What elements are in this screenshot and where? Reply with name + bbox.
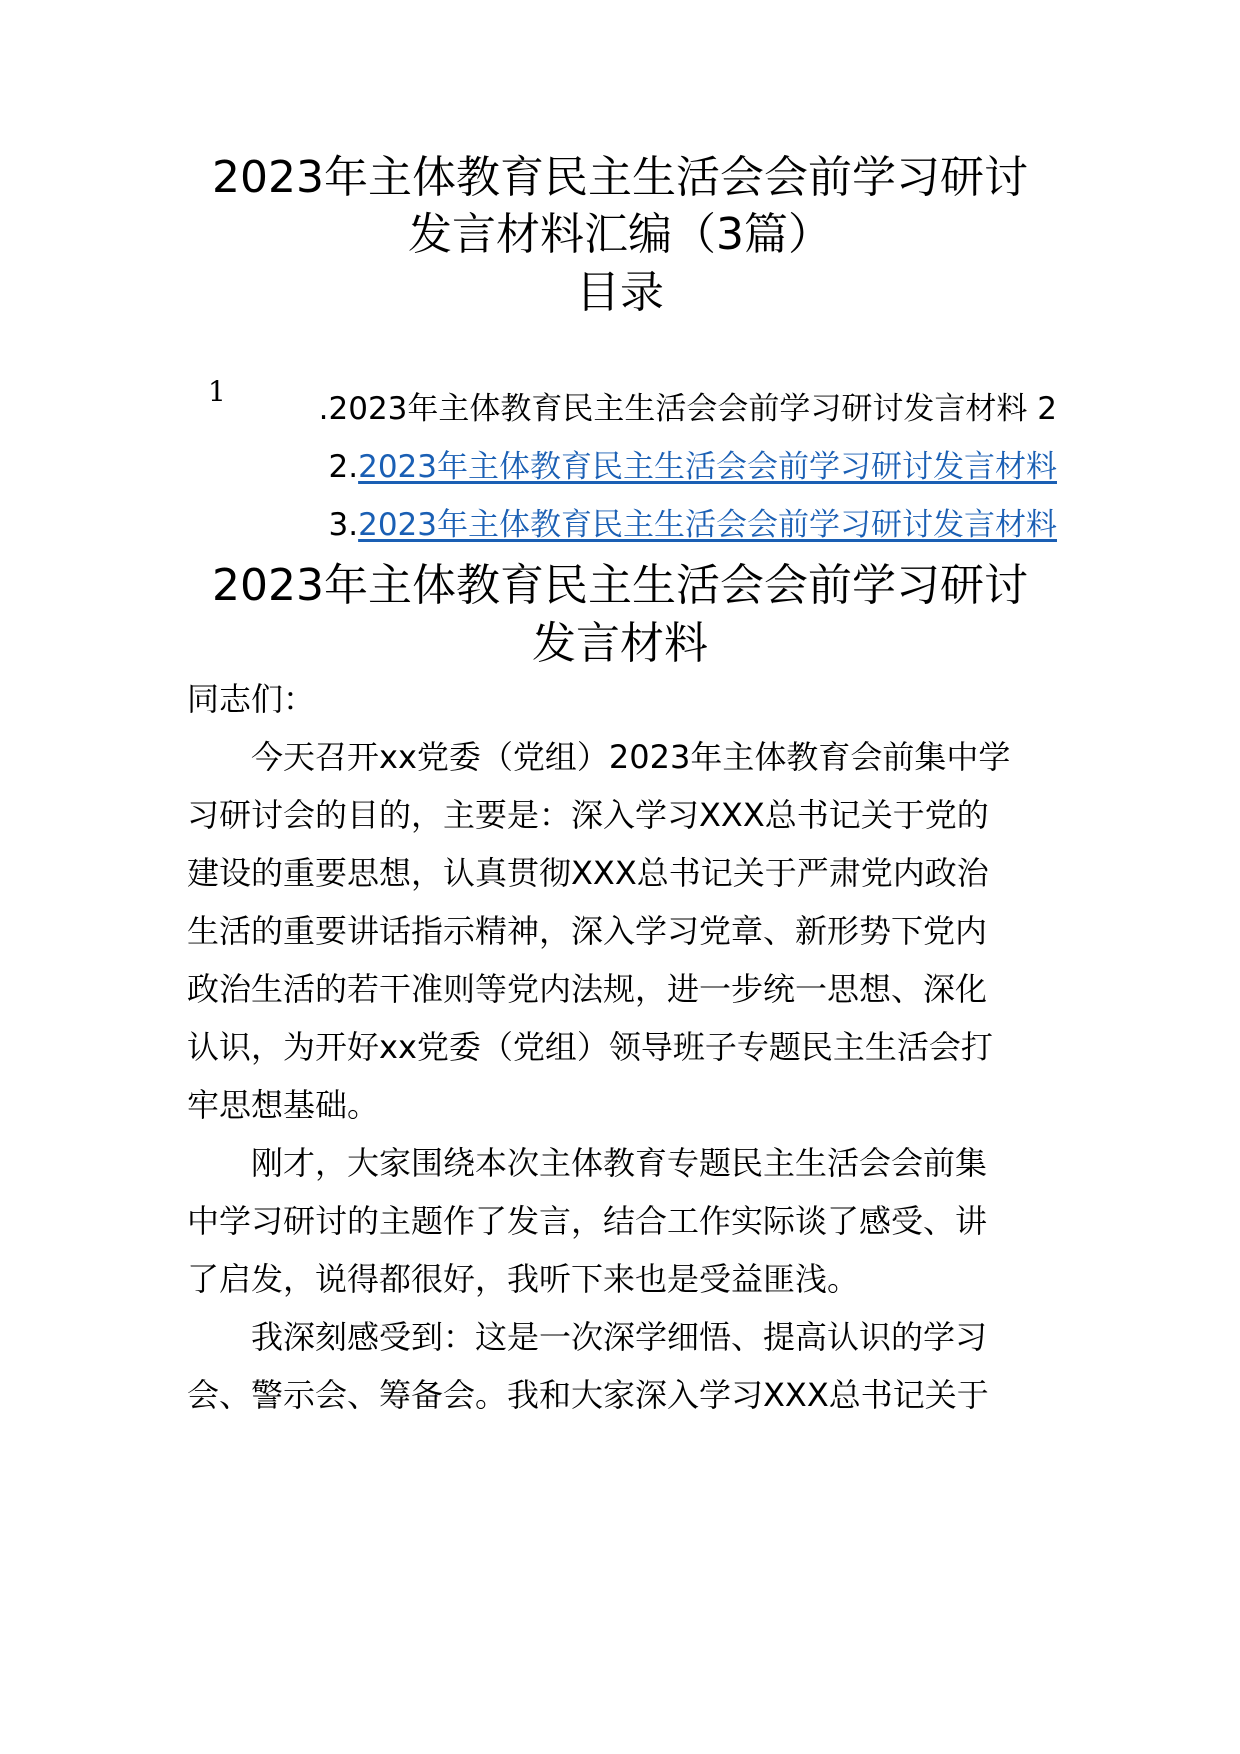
paragraph-2-line: 刚才，大家围绕本次主体教育专题民主生活会会前集 (251, 1144, 988, 1182)
document-title-line-2: 发言材料汇编（3篇） (408, 209, 832, 260)
paragraph-1-line: 牢思想基础。 (187, 1086, 380, 1124)
toc-item-2-link[interactable]: 2023年主体教育民主生活会会前学习研讨发言材料 (358, 449, 1057, 485)
toc-item-1-text: 2023年主体教育民主生活会会前学习研讨发言材料 (328, 391, 1028, 427)
document-title-line-1: 2023年主体教育民主生活会会前学习研讨 (212, 152, 1028, 203)
salutation: 同志们： (187, 680, 316, 718)
toc-item-2[interactable] (329, 445, 1057, 489)
paragraph-1-line: 政治生活的若干准则等党内法规，进一步统一思想、深化 (187, 970, 988, 1008)
toc-item-3[interactable] (329, 503, 1057, 547)
toc-heading: 目录 (576, 267, 664, 318)
toc-item-1[interactable] (319, 387, 1057, 431)
toc-item-3-link[interactable]: 2023年主体教育民主生活会会前学习研讨发言材料 (358, 507, 1057, 543)
paragraph-3-line: 会、警示会、筹备会。我和大家深入学习XXX总书记关于 (187, 1376, 989, 1414)
toc-item-1-page: 2 (1037, 391, 1057, 427)
paragraph-3-line: 我深刻感受到：这是一次深学细悟、提高认识的学习 (251, 1318, 988, 1356)
toc-item-1-prefix: . (318, 391, 329, 427)
paragraph-1-line: 建设的重要思想，认真贯彻XXX总书记关于严肃党内政治 (187, 854, 989, 892)
article-title-line-1: 2023年主体教育民主生活会会前学习研讨 (212, 560, 1028, 611)
toc-item-3-prefix: 3. (328, 507, 359, 543)
paragraph-1-line: 今天召开xx党委（党组）2023年主体教育会前集中学 (251, 738, 1011, 776)
paragraph-2-line: 中学习研讨的主题作了发言，结合工作实际谈了感受、讲 (187, 1202, 988, 1240)
paragraph-1-line: 习研讨会的目的，主要是：深入学习XXX总书记关于党的 (187, 796, 989, 834)
article-title-line-2: 发言材料 (532, 618, 708, 669)
paragraph-2-line: 了启发，说得都很好，我听下来也是受益匪浅。 (187, 1260, 860, 1298)
paragraph-1-line: 认识，为开好xx党委（党组）领导班子专题民主生活会打 (187, 1028, 993, 1066)
paragraph-1-line: 生活的重要讲话指示精神，深入学习党章、新形势下党内 (187, 912, 988, 950)
toc-page-number: 1 (208, 375, 226, 408)
toc-item-2-prefix: 2. (328, 449, 359, 485)
